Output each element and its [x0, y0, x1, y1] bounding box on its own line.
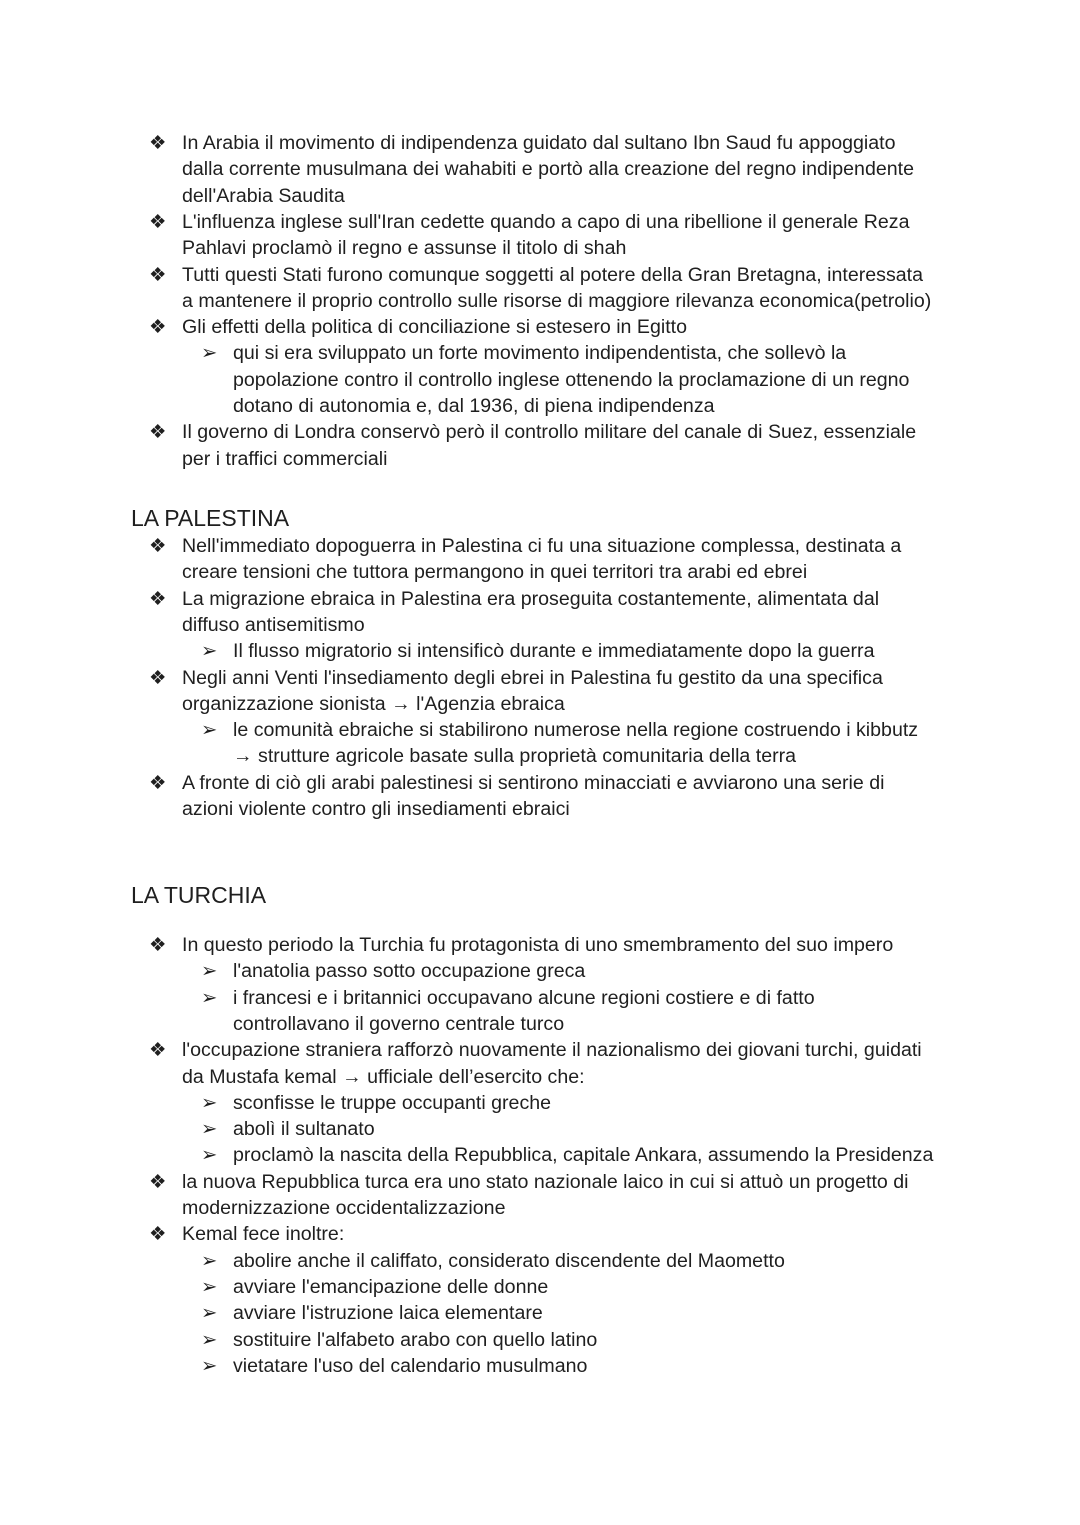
diamond-bullet-icon: ❖	[149, 1170, 167, 1193]
bullet-text: Kemal fece inoltre:	[182, 1223, 345, 1246]
bullet-text: A fronte di ciò gli arabi palestinesi si sentirono minacciati e avviarono una serie di	[182, 771, 885, 794]
diamond-bullet-icon: ❖	[149, 210, 167, 233]
bullet-text: dalla corrente musulmana dei wahabiti e portò alla creazione del regno indipendente	[182, 158, 914, 181]
diamond-bullet-icon: ❖	[149, 666, 167, 689]
sub-bullet-text: l'anatolia passo sotto occupazione greca	[233, 960, 586, 983]
diamond-bullet-icon: ❖	[149, 587, 167, 610]
arrow-bullet-icon: ➢	[201, 640, 218, 663]
bullet-text: In questo periodo la Turchia fu protagonista di uno smembramento del suo impero	[182, 934, 894, 956]
bullet-text: La migrazione ebraica in Palestina era proseguita costantemente, alimentata dal	[182, 587, 880, 610]
arrow-bullet-icon: ➢	[201, 1275, 218, 1298]
bullet-text: azioni violente contro gli insediamenti ebraici	[182, 798, 570, 820]
arrow-bullet-icon: ➢	[201, 342, 218, 365]
sub-bullet-text: → strutture agricole basate sulla proprietà comunitaria della terra	[233, 745, 797, 768]
bullet-text: dell'Arabia Saudita	[182, 184, 345, 207]
sub-bullet-text: popolazione contro il controllo inglese ottenendo la proclamazione di un regno	[233, 368, 910, 391]
bullet-text: l'occupazione straniera rafforzò nuovamente il nazionalismo dei giovani turchi, guidati	[182, 1039, 922, 1062]
bullet-text: Pahlavi proclamò il regno e assunse il titolo di shah	[182, 237, 627, 260]
sub-bullet-text: Il flusso migratorio si intensificò durante e immediatamente dopo la guerra	[233, 640, 875, 663]
bullet-text: la nuova Repubblica turca era uno stato nazionale laico in cui si attuò un progetto di	[182, 1170, 909, 1193]
diamond-bullet-icon: ❖	[149, 934, 167, 956]
diamond-bullet-icon: ❖	[149, 421, 167, 444]
bullet-text: modernizzazione occidentalizzazione	[182, 1197, 506, 1219]
sub-bullet-text: avviare l'istruzione laica elementare	[233, 1302, 543, 1325]
sub-bullet-text: controllavano il governo centrale turco	[233, 1012, 565, 1035]
bullet-text: Gli effetti della politica di conciliazione si estesero in Egitto	[182, 316, 687, 339]
sub-bullet-text: sostituire l'alfabeto arabo con quello latino	[233, 1328, 598, 1351]
bullet-text: creare tensioni che tuttora permangono in quei territori tra arabi ed ebrei	[182, 561, 808, 584]
sub-bullet-text: avviare l'emancipazione delle donne	[233, 1275, 549, 1298]
bullet-text: per i traffici commerciali	[182, 447, 388, 470]
bullet-text: L'influenza inglese sull'Iran cedette quando a capo di una ribellione il generale Reza	[182, 210, 910, 233]
diamond-bullet-icon: ❖	[149, 1223, 167, 1246]
sub-bullet-text: i francesi e i britannici occupavano alcune regioni costiere e di fatto	[233, 986, 815, 1009]
sub-bullet-text: sconfisse le truppe occupanti greche	[233, 1091, 552, 1114]
diamond-bullet-icon: ❖	[149, 1039, 167, 1062]
diamond-bullet-icon: ❖	[149, 535, 167, 557]
diamond-bullet-icon: ❖	[149, 316, 167, 339]
arrow-bullet-icon: ➢	[201, 1328, 218, 1351]
bullet-text: organizzazione sionista → l'Agenzia ebraica	[182, 692, 565, 715]
bullet-text: Negli anni Venti l'insediamento degli ebrei in Palestina fu gestito da una specifica	[182, 666, 883, 689]
bullet-text: Nell'immediato dopoguerra in Palestina ci fu una situazione complessa, destinata a	[182, 535, 902, 557]
diamond-bullet-icon: ❖	[149, 771, 167, 794]
sub-bullet-text: abolire anche il califfato, considerato discendente del Maometto	[233, 1249, 785, 1272]
arrow-bullet-icon: ➢	[201, 1118, 218, 1141]
arrow-bullet-icon: ➢	[201, 986, 218, 1009]
arrow-bullet-icon: ➢	[201, 1354, 218, 1377]
sub-bullet-text: dotano di autonomia e, dal 1936, di piena indipendenza	[233, 395, 715, 417]
diamond-bullet-icon: ❖	[149, 132, 167, 154]
bullet-text: diffuso antisemitismo	[182, 613, 365, 636]
section-heading: LA TURCHIA	[131, 882, 267, 908]
bullet-text: In Arabia il movimento di indipendenza guidato dal sultano Ibn Saud fu appoggiato	[182, 132, 896, 154]
arrow-bullet-icon: ➢	[201, 1091, 218, 1114]
arrow-bullet-icon: ➢	[201, 719, 218, 742]
sub-bullet-text: le comunità ebraiche si stabilirono numerose nella regione costruendo i kibbutz	[233, 719, 919, 742]
arrow-bullet-icon: ➢	[201, 1144, 218, 1167]
sub-bullet-text: qui si era sviluppato un forte movimento indipendentista, che sollevò la	[233, 342, 847, 365]
bullet-text: a mantenere il proprio controllo sulle risorse di maggiore rilevanza economica(petrolio)	[182, 289, 932, 312]
arrow-bullet-icon: ➢	[201, 960, 218, 983]
diamond-bullet-icon: ❖	[149, 263, 167, 286]
arrow-bullet-icon: ➢	[201, 1249, 218, 1272]
arrow-bullet-icon: ➢	[201, 1302, 218, 1325]
section-heading: LA PALESTINA	[131, 505, 290, 531]
sub-bullet-text: proclamò la nascita della Repubblica, capitale Ankara, assumendo la Presidenza	[233, 1144, 934, 1167]
sub-bullet-text: vietatare l'uso del calendario musulmano	[233, 1354, 588, 1377]
bullet-text: Il governo di Londra conservò però il controllo militare del canale di Suez, essenziale	[182, 421, 917, 444]
sub-bullet-text: abolì il sultanato	[233, 1118, 375, 1141]
bullet-text: da Mustafa kemal → ufficiale dell’esercito che:	[182, 1065, 585, 1088]
bullet-text: Tutti questi Stati furono comunque soggetti al potere della Gran Bretagna, interessata	[182, 263, 924, 286]
